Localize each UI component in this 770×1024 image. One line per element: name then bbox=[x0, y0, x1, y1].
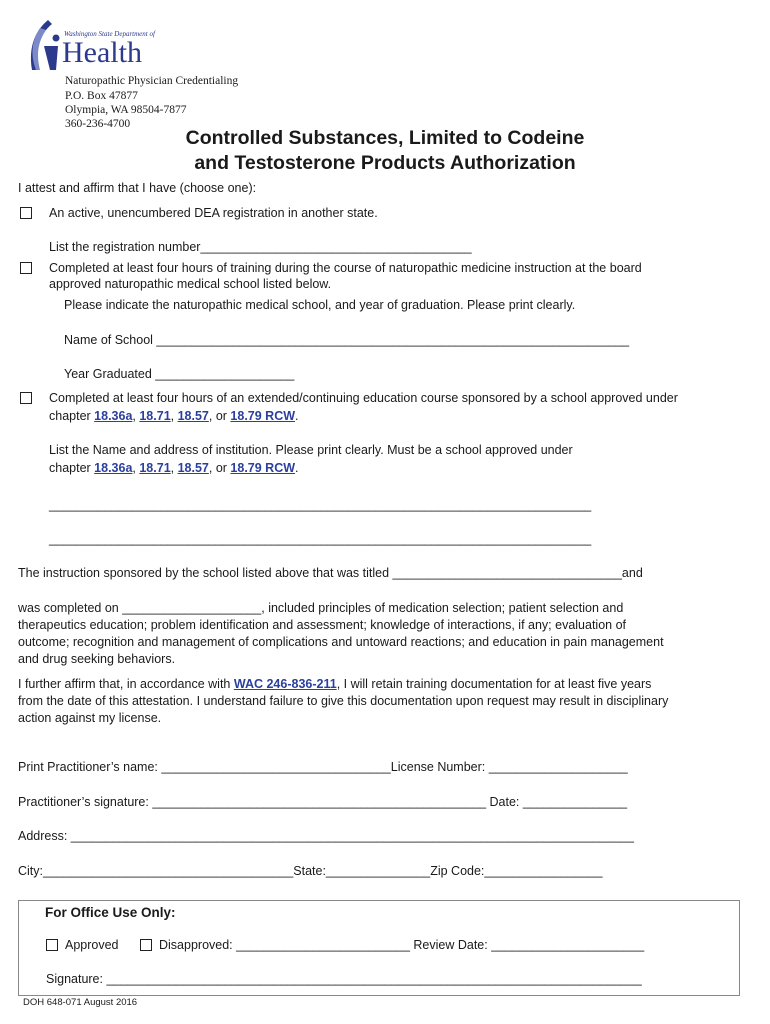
institution-blank-1[interactable]: ______________________________________________________________________________ bbox=[49, 498, 592, 512]
rcw-18-36a-link[interactable]: 18.36a bbox=[94, 409, 133, 423]
institution-blank-2[interactable]: ______________________________________________________________________________ bbox=[49, 532, 592, 546]
registration-number-field[interactable]: List the registration number_______________________________________ bbox=[49, 240, 472, 254]
school-instruction: Please indicate the naturopathic medical school, and year of graduation. Please print clearly. bbox=[64, 298, 576, 312]
chapter-prefix: chapter bbox=[49, 409, 95, 423]
affirm-para-line-3: action against my license. bbox=[18, 711, 162, 725]
instruction-para-line-5: and drug seeking behaviors. bbox=[18, 652, 176, 666]
logo-word: Health bbox=[62, 36, 142, 69]
option-training-line-2: approved naturopathic medical school listed below. bbox=[49, 277, 332, 291]
agency-line-1: Naturopathic Physician Credentialing bbox=[65, 75, 239, 87]
practitioner-signature-field[interactable]: Practitioner’s signature: ________________________________________________ Date: _______________ bbox=[18, 795, 628, 809]
approved-label: Approved bbox=[65, 938, 119, 952]
instruction-para-line-1: The instruction sponsored by the school listed above that was titled _________________________________and bbox=[18, 566, 643, 580]
institution-chapter-line: chapter 18.36a, 18.71, 18.57, or 18.79 RCW. bbox=[49, 461, 299, 475]
form-title-line-2: and Testosterone Products Authorization bbox=[194, 152, 576, 174]
year-graduated-field[interactable]: Year Graduated ____________________ bbox=[64, 367, 295, 381]
rcw-18-57-link-2[interactable]: 18.57 bbox=[177, 461, 209, 475]
rcw-18-36a-link-2[interactable]: 18.36a bbox=[94, 461, 133, 475]
city-state-zip-field[interactable]: City:____________________________________State:_______________Zip Code:_________________ bbox=[18, 864, 603, 878]
disapproved-checkbox[interactable] bbox=[140, 939, 152, 951]
form-number: DOH 648-071 August 2016 bbox=[23, 997, 138, 1008]
form-title-line-1: Controlled Substances, Limited to Codeine bbox=[185, 127, 585, 149]
logo-small-text: Washington State Department of bbox=[64, 30, 155, 38]
address-field[interactable]: Address: _________________________________________________________________________________ bbox=[18, 829, 634, 843]
practitioner-name-field[interactable]: Print Practitioner’s name: _________________________________License Number: ____________________ bbox=[18, 760, 628, 774]
approved-checkbox[interactable] bbox=[46, 939, 58, 951]
option-ce-line-1: Completed at least four hours of an extended/continuing education course sponsored by a school approved under bbox=[49, 391, 678, 405]
agency-line-3: Olympia, WA 98504-7877 bbox=[65, 104, 187, 116]
instruction-para-line-4: outcome; recognition and management of complications and untoward reactions; and education in pain management bbox=[18, 635, 664, 649]
rcw-18-57-link[interactable]: 18.57 bbox=[177, 409, 209, 423]
intro-text: I attest and affirm that I have (choose one): bbox=[18, 181, 257, 195]
instruction-para-line-2: was completed on ____________________, included principles of medication selection; patient selection and bbox=[18, 601, 624, 615]
agency-line-2: P.O. Box 47877 bbox=[65, 90, 138, 102]
wac-link[interactable]: WAC 246-836-211 bbox=[233, 677, 337, 691]
affirm-para-line-1: I further affirm that, in accordance with WAC 246-836-211, I will retain training documentation for at least five years bbox=[18, 677, 652, 691]
disapproved-field[interactable]: Disapproved: _________________________ Review Date: ______________________ bbox=[159, 938, 645, 952]
institution-instruction: List the Name and address of institution. Please print clearly. Must be a school approved under bbox=[49, 443, 573, 457]
option-training-checkbox[interactable] bbox=[20, 262, 32, 274]
rcw-18-71-link-2[interactable]: 18.71 bbox=[139, 461, 171, 475]
option-dea-text: An active, unencumbered DEA registration in another state. bbox=[49, 206, 378, 220]
rcw-18-79-link[interactable]: 18.79 RCW bbox=[230, 409, 296, 423]
option-ce-checkbox[interactable] bbox=[20, 392, 32, 404]
option-training-line-1: Completed at least four hours of training during the course of naturopathic medicine instruction at the board bbox=[49, 261, 642, 275]
rcw-18-79-link-2[interactable]: 18.79 RCW bbox=[230, 461, 296, 475]
office-use-heading: For Office Use Only: bbox=[45, 905, 176, 920]
affirm-para-line-2: from the date of this attestation. I understand failure to give this documentation upon request may result in disciplinary bbox=[18, 694, 669, 708]
doh-logo bbox=[18, 18, 158, 74]
school-name-field[interactable]: Name of School ____________________________________________________________________ bbox=[64, 333, 630, 347]
office-signature-field[interactable]: Signature: _____________________________________________________________________________ bbox=[46, 972, 642, 986]
option-ce-line-2: chapter 18.36a, 18.71, 18.57, or 18.79 RCW. bbox=[49, 409, 299, 423]
rcw-18-71-link[interactable]: 18.71 bbox=[139, 409, 171, 423]
instruction-para-line-3: therapeutics education; problem identification and assessment; knowledge of interactions, if any; evaluation of bbox=[18, 618, 627, 632]
agency-line-4: 360-236-4700 bbox=[65, 118, 131, 130]
option-dea-checkbox[interactable] bbox=[20, 207, 32, 219]
